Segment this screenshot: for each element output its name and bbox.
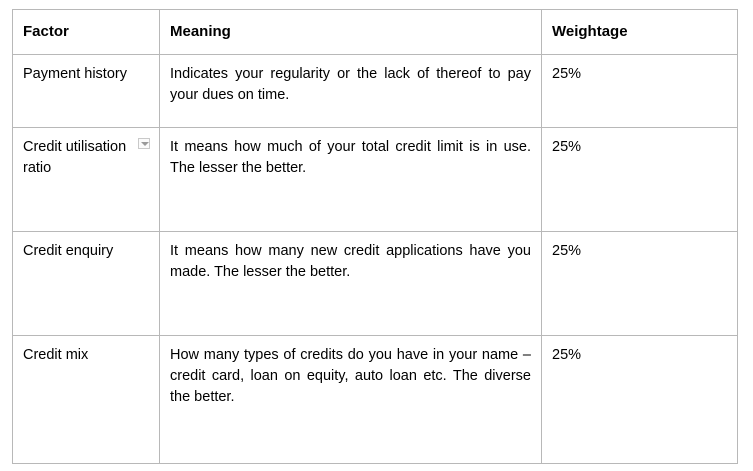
cell-meaning: How many types of credits do you have in your name – credit card, loan on equity, auto loan etc. The diverse the better.	[160, 335, 542, 463]
cell-factor: Payment history	[13, 54, 160, 127]
cell-weightage: 25%	[542, 127, 738, 231]
table-row	[13, 231, 738, 335]
table-row	[13, 54, 738, 127]
column-header-meaning: Meaning	[160, 10, 542, 55]
column-header-weightage: Weightage	[542, 10, 738, 55]
cell-factor: Credit mix	[13, 335, 160, 463]
cell-meaning: It means how many new credit applications have you made. The lesser the better.	[160, 231, 542, 335]
document-page	[0, 9, 753, 471]
table-row	[13, 335, 738, 463]
credit-score-factors-table	[12, 9, 738, 464]
cell-factor: Credit enquiry	[13, 231, 160, 335]
table-header-row	[13, 10, 738, 55]
cell-factor: Credit utilisation ratio	[13, 127, 160, 231]
column-header-factor: Factor	[13, 10, 160, 55]
cell-weightage: 25%	[542, 335, 738, 463]
cell-meaning: It means how much of your total credit limit is in use. The lesser the better.	[160, 127, 542, 231]
chevron-down-icon[interactable]	[138, 138, 150, 149]
table-row	[13, 127, 738, 231]
cell-weightage: 25%	[542, 54, 738, 127]
cell-weightage: 25%	[542, 231, 738, 335]
cell-meaning: Indicates your regularity or the lack of thereof to pay your dues on time.	[160, 54, 542, 127]
